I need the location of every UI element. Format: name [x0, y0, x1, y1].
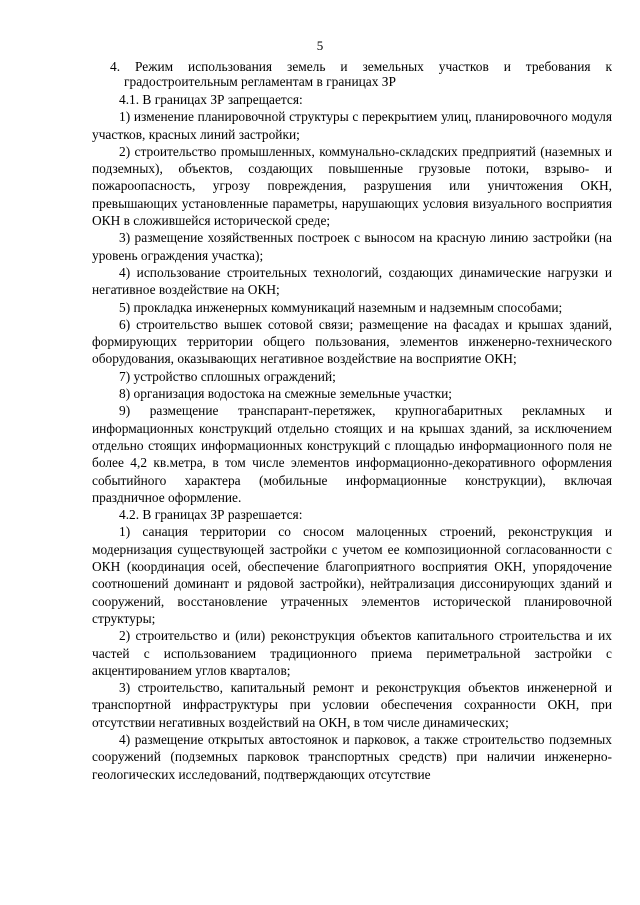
- permitted-item-1: 1) санация территории со сносом малоценных строений, реконструкция и модернизация существующей застройки с учетом ее композиционной согласованности с ОКН (координация осей, обеспечение благоприятного восприятия ОКН, упорядочение соотношений доминант и рядовой застройки), нейтрализация диссонирующих зданий и сооружений, восстановление утраченных элементов исторической планировочной структуры;: [92, 524, 612, 626]
- prohibited-heading: 4.1. В границах ЗР запрещается:: [119, 92, 303, 107]
- prohibited-item-3: 3) размещение хозяйственных построек с выносом на красную линию застройки (на уровень ограждения участка);: [92, 230, 612, 263]
- prohibited-item-1: 1) изменение планировочной структуры с перекрытием улиц, планировочного модуля участков, красных линий застройки;: [92, 109, 612, 142]
- section-title: 4. Режим использования земель и земельных участков и требования к градостроительным регламентам в границах ЗР: [110, 59, 612, 89]
- prohibited-item-2: 2) строительство промышленных, коммунально-складских предприятий (наземных и подземных), объектов, создающих повышенные грузовые потоки, взрыво- и пожароопасность, угрозу повреждения, разрушения или уничтожения ОКН, превышающих установленные параметры, нарушающих условия визуального восприятия ОКН в сложившейся исторической среде;: [92, 143, 612, 229]
- page-number: 5: [316, 38, 324, 53]
- prohibited-item-7: 7) устройство сплошных ограждений;: [119, 368, 336, 384]
- permitted-item-2: 2) строительство и (или) реконструкция объектов капитального строительства и их частей с использованием традиционного приема периметральной застройки с акцентированием углов кварталов;: [92, 628, 612, 678]
- permitted-item-4: 4) размещение открытых автостоянок и парковок, а также строительство подземных сооружений (подземных парковок транспортных средств) при наличии инженерно-геологических исследований, подтверждающих отсутствие: [92, 731, 612, 782]
- prohibited-item-9: 9) размещение транспарант-перетяжек, крупногабаритных рекламных и информационных конструкций отдельно стоящих и на крышах зданий, за исключением отдельно стоящих информационных конструкций с площадью информационного поля не более 4,2 кв.метра, в том числе элементов информационно-декоративного оформления событийного характера (мобильные информационные конструкции), включая праздничное оформление.: [92, 403, 612, 505]
- prohibited-item-5: 5) прокладка инженерных коммуникаций наземным и надземным способами;: [119, 299, 563, 315]
- prohibited-item-6: 6) строительство вышек сотовой связи; размещение на фасадах и крышах зданий, формирующих территории общего пользования, элементов инженерно-технического оборудования, оказывающих негативное воздействие на восприятие ОКН;: [92, 316, 612, 367]
- prohibited-item-4: 4) использование строительных технологий, создающих динамические нагрузки и негативное воздействие на ОКН;: [92, 264, 612, 298]
- permitted-item-3: 3) строительство, капитальный ремонт и реконструкция объектов инженерной и транспортной инфраструктуры при условии обеспечения сохранности ОКН, при отсутствии негативных воздействий на ОКН, в том числе динамических;: [92, 680, 612, 730]
- permitted-heading: 4.2. В границах ЗР разрешается:: [119, 507, 303, 523]
- document-body: [92, 60, 612, 783]
- prohibited-item-8: 8) организация водостока на смежные земельные участки;: [119, 386, 453, 402]
